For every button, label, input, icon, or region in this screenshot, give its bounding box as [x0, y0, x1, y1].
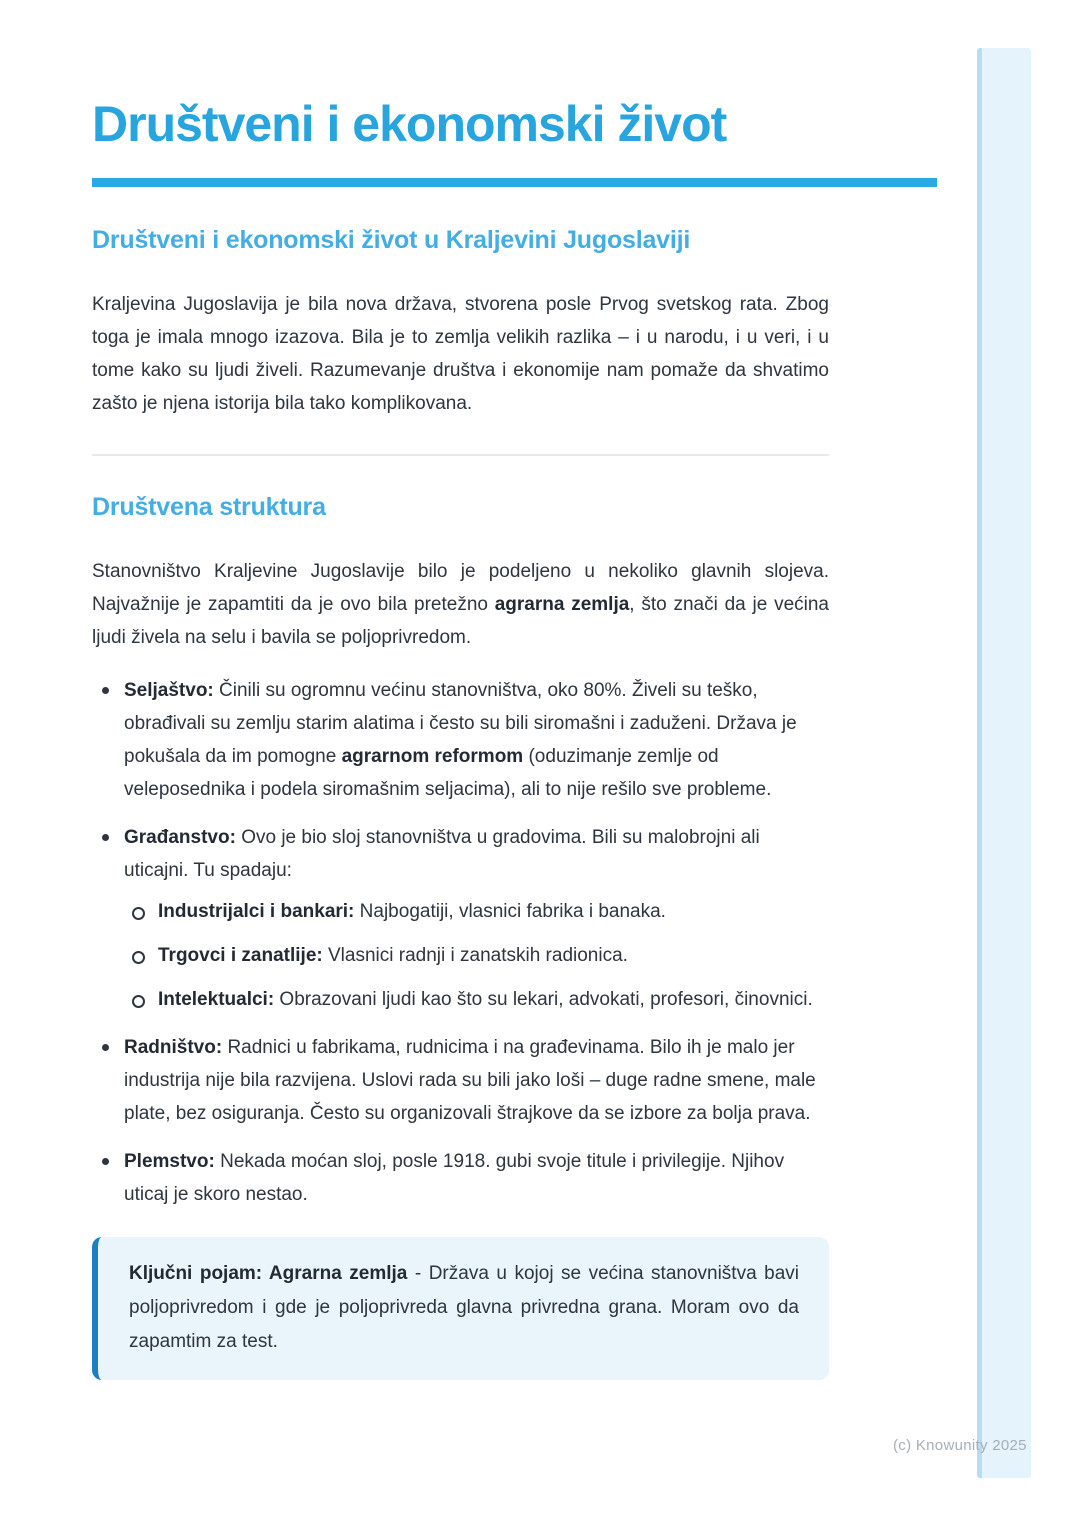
sub-item-industrijalci: Industrijalci i bankari: Najbogatiji, vlasnici fabrika i banaka. [124, 895, 829, 928]
document-content [92, 0, 829, 1380]
copyright-note: (c) Knowunity 2025 [893, 1437, 1027, 1454]
list-item-gradjanstvo-text: Građanstvo: Ovo je bio sloj stanovništva u gradovima. Bili su malobrojni ali uticajni. Tu spadaju: [124, 826, 760, 881]
sub-item-trgovci: Trgovci i zanatlije: Vlasnici radnji i zanatskih radionica. [124, 939, 829, 972]
section-kraljevina [92, 225, 829, 420]
sub-item-intelektualci: Intelektualci: Obrazovani ljudi kao što su lekari, advokati, profesori, činovnici. [124, 983, 829, 1016]
section-divider [92, 454, 829, 456]
key-term-callout-text: Ključni pojam: Agrarna zemlja - Država u kojoj se većina stanovništva bavi poljoprivredom i gde je poljoprivreda glavna privredna grana. Moram ovo da zapamtim za test. [129, 1262, 800, 1352]
list-item-seljastvo: Seljaštvo: Činili su ogromnu većinu stanovništva, oko 80%. Živeli su teško, obrađivali su zemlju starim alatima i često su bili siromašni i zaduženi. Država je pokušala da im pomogne agrarnom reformom (oduzimanje zemlje od veleposednika i podela siromašnim seljacima), ali to nije rešilo sve probleme. [92, 674, 829, 806]
section-heading-struktura: Društvena struktura [92, 492, 326, 521]
paragraph-struktura: Stanovništvo Kraljevine Jugoslavije bilo je podeljeno u nekoliko glavnih slojeva. Najvažnije je zapamtiti da je ovo bila pretežno agrarna zemlja, što znači da je većina ljudi živela na selu i bavila se poljoprivredom. [92, 560, 829, 648]
list-item-plemstvo: Plemstvo: Nekada moćan sloj, posle 1918. gubi svoje titule i privilegije. Njihov uticaj je skoro nestao. [92, 1145, 829, 1211]
gradjanstvo-sub-list [124, 895, 829, 1016]
social-classes-list [92, 674, 829, 1211]
paragraph-kraljevina: Kraljevina Jugoslavija je bila nova država, stvorena posle Prvog svetskog rata. Zbog toga je imala mnogo izazova. Bila je to zemlja velikih razlika – i u narodu, i u veri, i u tome kako su ljudi živeli. Razumevanje društva i ekonomije nam pomaže da shvatimo zašto je njena istorija bila tako komplikovana. [92, 293, 829, 414]
decorative-side-stripe [977, 48, 1031, 1478]
list-item-gradjanstvo [92, 821, 829, 1016]
page-title: Društveni i ekonomski život [92, 96, 727, 152]
section-heading-kraljevina: Društveni i ekonomski život u Kraljevini Jugoslaviji [92, 225, 691, 254]
list-item-radnistvo: Radništvo: Radnici u fabrikama, rudnicima i na građevinama. Bilo ih je malo jer industrija nije bila razvijena. Uslovi rada su bili jako loši – duge radne smene, male plate, bez osiguranja. Često su organizovali štrajkove da se izbore za bolja prava. [92, 1031, 829, 1130]
section-struktura [92, 492, 829, 1211]
title-underline-rule [92, 178, 937, 187]
key-term-callout [92, 1237, 829, 1380]
